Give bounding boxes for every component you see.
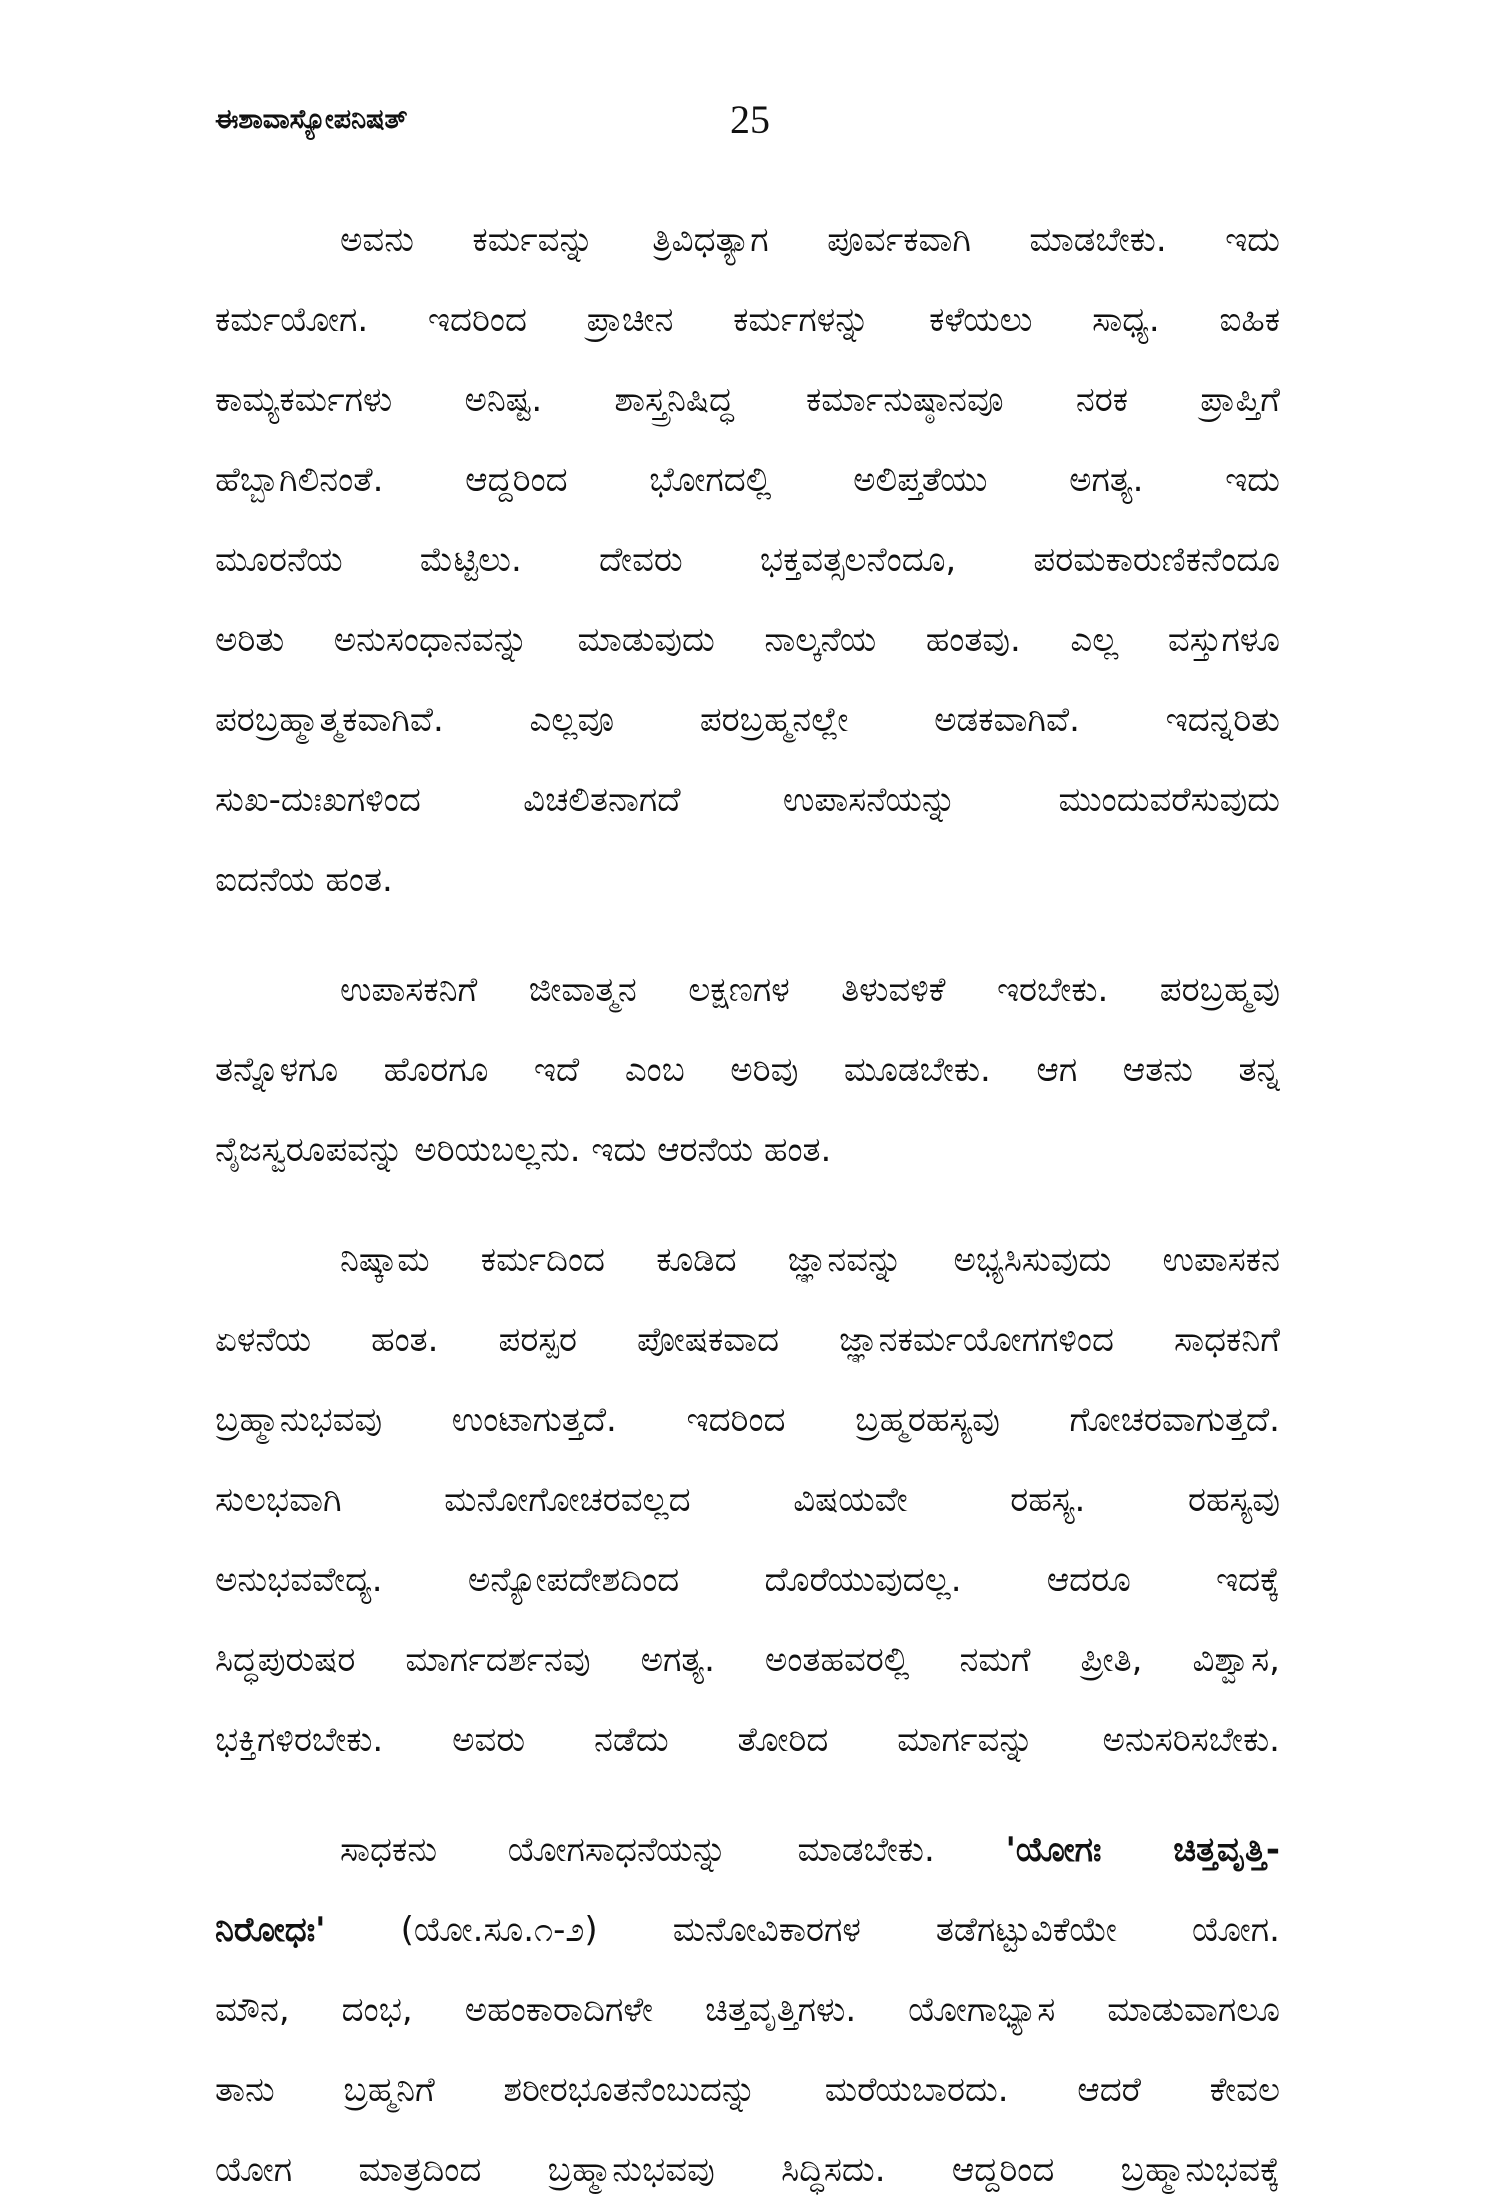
text-line: ಅನುಭವವೇದ್ಯ. ಅನ್ಯೋಪದೇಶದಿಂದ ದೊರೆಯುವುದಲ್ಲ. ಆದರೂ ಇದಕ್ಕೆ [215,1560,1280,1600]
paragraph-2 [215,950,1280,1190]
text-line: ಮೌನ, ದಂಭ, ಅಹಂಕಾರಾದಿಗಳೇ ಚಿತ್ತವೃತ್ತಿಗಳು. ಯೋಗಾಭ್ಯಾಸ ಮಾಡುವಾಗಲೂ [215,1990,1280,2030]
text-line: ಉಪಾಸಕನಿಗೆ ಜೀವಾತ್ಮನ ಲಕ್ಷಣಗಳ ತಿಳುವಳಿಕೆ ಇರಬೇಕು. ಪರಬ್ರಹ್ಮವು [340,970,1280,1010]
text-line: ತಾನು ಬ್ರಹ್ಮನಿಗೆ ಶರೀರಭೂತನೆಂಬುದನ್ನು ಮರೆಯಬಾರದು. ಆದರೆ ಕೇವಲ [215,2070,1280,2110]
text-line: ಐದನೆಯ ಹಂತ. [215,860,393,900]
text-line: ಕಾಮ್ಯಕರ್ಮಗಳು ಅನಿಷ್ಟ. ಶಾಸ್ತ್ರನಿಷಿದ್ಧ ಕರ್ಮಾನುಷ್ಠಾನವೂ ನರಕ ಪ್ರಾಪ್ತಿಗೆ [215,380,1280,420]
text-line: ಸುಲಭವಾಗಿ ಮನೋಗೋಚರವಲ್ಲದ ವಿಷಯವೇ ರಹಸ್ಯ. ರಹಸ್ಯವು [215,1480,1280,1520]
text-line: ಅವನು ಕರ್ಮವನ್ನು ತ್ರಿವಿಧತ್ಯಾಗ ಪೂರ್ವಕವಾಗಿ ಮಾಡಬೇಕು. ಇದು [340,220,1280,260]
text-line: ಭಕ್ತಿಗಳಿರಬೇಕು. ಅವರು ನಡೆದು ತೋರಿದ ಮಾರ್ಗವನ್ನು ಅನುಸರಿಸಬೇಕು. [215,1720,1280,1760]
text-line: ಪರಬ್ರಹ್ಮಾತ್ಮಕವಾಗಿವೆ. ಎಲ್ಲವೂ ಪರಬ್ರಹ್ಮನಲ್ಲೇ ಅಡಕವಾಗಿವೆ. ಇದನ್ನರಿತು [215,700,1280,740]
paragraph-4 [215,1810,1280,2210]
page-body [215,200,1280,2210]
text-line: ಯೋಗ ಮಾತ್ರದಿಂದ ಬ್ರಹ್ಮಾನುಭವವು ಸಿದ್ಧಿಸದು. ಆದ್ದರಿಂದ ಬ್ರಹ್ಮಾನುಭವಕ್ಕೆ [215,2150,1280,2190]
text-line: ಹೆಬ್ಬಾಗಿಲಿನಂತೆ. ಆದ್ದರಿಂದ ಭೋಗದಲ್ಲಿ ಅಲಿಪ್ತತೆಯು ಅಗತ್ಯ. ಇದು [215,460,1280,500]
paragraph-1 [215,200,1280,920]
text-line: ನೈಜಸ್ವರೂಪವನ್ನು ಅರಿಯಬಲ್ಲನು. ಇದು ಆರನೆಯ ಹಂತ. [215,1130,832,1170]
text-line: ನಿಷ್ಕಾಮ ಕರ್ಮದಿಂದ ಕೂಡಿದ ಜ್ಞಾನವನ್ನು ಅಭ್ಯಸಿಸುವುದು ಉಪಾಸಕನ [340,1240,1280,1280]
text-line: ಬ್ರಹ್ಮಾನುಭವವು ಉಂಟಾಗುತ್ತದೆ. ಇದರಿಂದ ಬ್ರಹ್ಮರಹಸ್ಯವು ಗೋಚರವಾಗುತ್ತದೆ. [215,1400,1280,1440]
sutra-quote-start: 'ಯೋಗಃ ಚಿತ್ತವೃತ್ತಿ- [1005,1830,1280,1870]
paragraph-3 [215,1220,1280,1780]
text-line: ಸಿದ್ಧಪುರುಷರ ಮಾರ್ಗದರ್ಶನವು ಅಗತ್ಯ. ಅಂತಹವರಲ್ಲಿ ನಮಗೆ ಪ್ರೀತಿ, ವಿಶ್ವಾಸ, [215,1640,1280,1680]
text-line: ಅರಿತು ಅನುಸಂಧಾನವನ್ನು ಮಾಡುವುದು ನಾಲ್ಕನೆಯ ಹಂತವು. ಎಲ್ಲ ವಸ್ತುಗಳೂ [215,620,1280,660]
text-line: ಮೂರನೆಯ ಮೆಟ್ಟಿಲು. ದೇವರು ಭಕ್ತವತ್ಸಲನೆಂದೂ, ಪರಮಕಾರುಣಿಕನೆಂದೂ [215,540,1280,580]
text-segment: (ಯೋ.ಸೂ.೧-೨) ಮನೋವಿಕಾರಗಳ ತಡೆಗಟ್ಟುವಿಕೆಯೇ ಯೋಗ. [325,1910,1280,1950]
text-segment: ಸಾಧಕನು ಯೋಗಸಾಧನೆಯನ್ನು ಮಾಡಬೇಕು. [340,1830,1006,1870]
text-line-with-quote [215,1810,1280,1890]
text-line: ಏಳನೆಯ ಹಂತ. ಪರಸ್ಪರ ಪೋಷಕವಾದ ಜ್ಞಾನಕರ್ಮಯೋಗಗಳಿಂದ ಸಾಧಕನಿಗೆ [215,1320,1280,1360]
running-header-title: ಈಶಾವಾಸ್ಯೋಪನಿಷತ್ [215,104,408,135]
sutra-quote-end: ನಿರೋಧಃ' [215,1910,326,1950]
text-line: ತನ್ನೊಳಗೂ ಹೊರಗೂ ಇದೆ ಎಂಬ ಅರಿವು ಮೂಡಬೇಕು. ಆಗ ಆತನು ತನ್ನ [215,1050,1280,1090]
text-line: ಸುಖ-ದುಃಖಗಳಿಂದ ವಿಚಲಿತನಾಗದೆ ಉಪಾಸನೆಯನ್ನು ಮುಂದುವರೆಸುವುದು [215,780,1280,820]
text-line: ಕರ್ಮಯೋಗ. ಇದರಿಂದ ಪ್ರಾಚೀನ ಕರ್ಮಗಳನ್ನು ಕಳೆಯಲು ಸಾಧ್ಯ. ಐಹಿಕ [215,300,1280,340]
page-number: 25 [730,97,770,142]
text-line-with-quote [215,1890,1280,1970]
